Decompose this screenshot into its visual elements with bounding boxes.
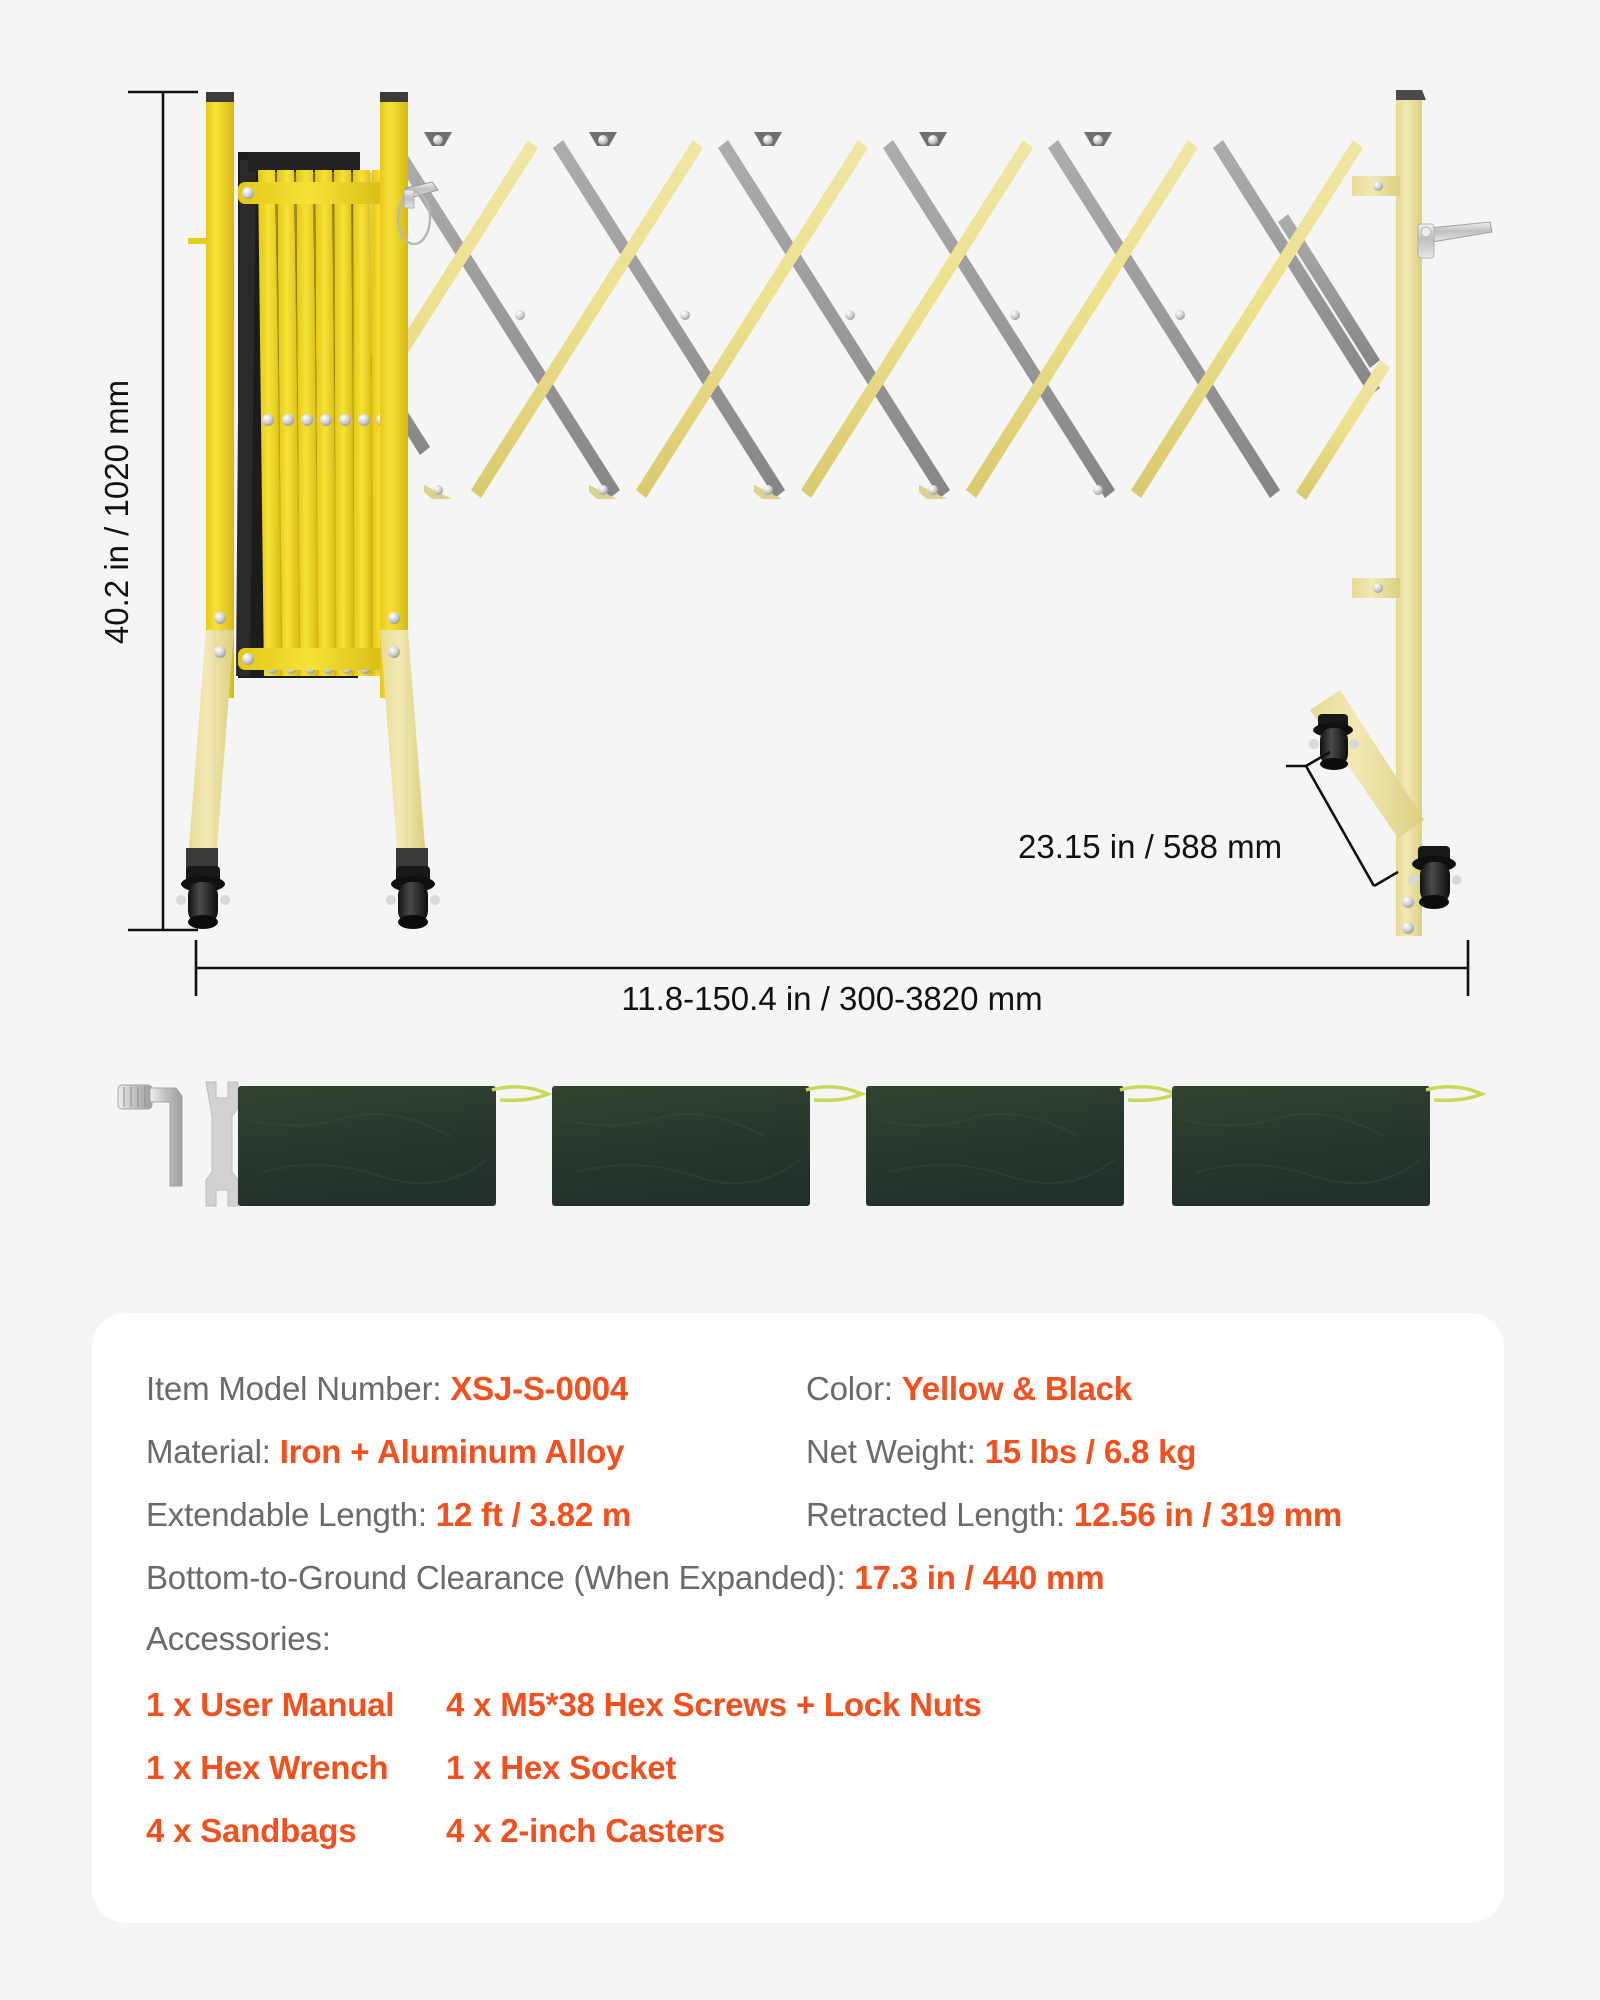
spec-value-retracted-length: 12.56 in / 319 mm: [1073, 1496, 1343, 1533]
spec-value-color: Yellow & Black: [901, 1370, 1132, 1407]
spec-row-item-model-number: [146, 1357, 806, 1420]
spec-label-color: Color:: [806, 1370, 893, 1407]
sandbag-1: [238, 1086, 548, 1206]
accessory-item: 1 x Hex Socket: [446, 1749, 677, 1786]
sandbag-4: [1172, 1086, 1482, 1206]
spec-row-color: [806, 1357, 1504, 1420]
open-wrench-icon: [206, 1082, 238, 1206]
spec-label-extendable-length: Extendable Length:: [146, 1496, 427, 1533]
right-latch-icon: [1418, 222, 1492, 258]
spec-label-ground-clearance: Bottom-to-Ground Clearance (When Expanded):: [146, 1559, 846, 1596]
spec-row-ground-clearance: [146, 1546, 1504, 1609]
dimension-base-depth-label: 23.15 in / 588 mm: [1018, 828, 1283, 865]
accessories-heading: Accessories:: [146, 1620, 331, 1657]
right-post: [1310, 90, 1426, 936]
dimension-height-label: 40.2 in / 1020 mm: [98, 379, 135, 645]
accessory-item: 4 x 2-inch Casters: [446, 1812, 725, 1849]
spec-value-net-weight: 15 lbs / 6.8 kg: [984, 1433, 1197, 1470]
hex-wrench-icon: [118, 1085, 182, 1186]
scissor-lattice: [296, 132, 1390, 500]
left-post-inner: [380, 92, 428, 874]
left-post-outer: [186, 92, 234, 874]
spec-value-ground-clearance: 17.3 in / 440 mm: [854, 1559, 1105, 1596]
specification-card: [92, 1313, 1504, 1923]
spec-label-retracted-length: Retracted Length:: [806, 1496, 1065, 1533]
spec-row-extendable-length: [146, 1483, 806, 1546]
left-caster-back: [386, 866, 440, 929]
accessory-item: 1 x User Manual: [146, 1686, 395, 1723]
accessory-item: 1 x Hex Wrench: [146, 1749, 389, 1786]
spec-row-retracted-length: [806, 1483, 1504, 1546]
accessories-illustration: [0, 1060, 1600, 1240]
spec-label-net-weight: Net Weight:: [806, 1433, 976, 1470]
sandbag-2: [552, 1086, 862, 1206]
accessory-item: 4 x Sandbags: [146, 1812, 357, 1849]
spec-value-material: Iron + Aluminum Alloy: [279, 1433, 625, 1470]
spec-label-item-model-number: Item Model Number:: [146, 1370, 442, 1407]
spec-value-item-model-number: XSJ-S-0004: [450, 1370, 629, 1407]
spec-value-extendable-length: 12 ft / 3.82 m: [435, 1496, 632, 1533]
spec-row-material: [146, 1420, 806, 1483]
spec-grid: [146, 1357, 1504, 1546]
spec-label-material: Material:: [146, 1433, 271, 1470]
left-caster-front: [176, 866, 230, 929]
accessory-item: 4 x M5*38 Hex Screws + Lock Nuts: [446, 1686, 982, 1723]
accessories-list: [146, 1673, 1504, 1862]
dimension-width-label: 11.8-150.4 in / 300-3820 mm: [621, 980, 1043, 1017]
retracted-slat-pack: [236, 152, 398, 678]
sandbag-3: [866, 1086, 1176, 1206]
dimension-height: [128, 92, 198, 930]
spec-row-net-weight: [806, 1420, 1504, 1483]
